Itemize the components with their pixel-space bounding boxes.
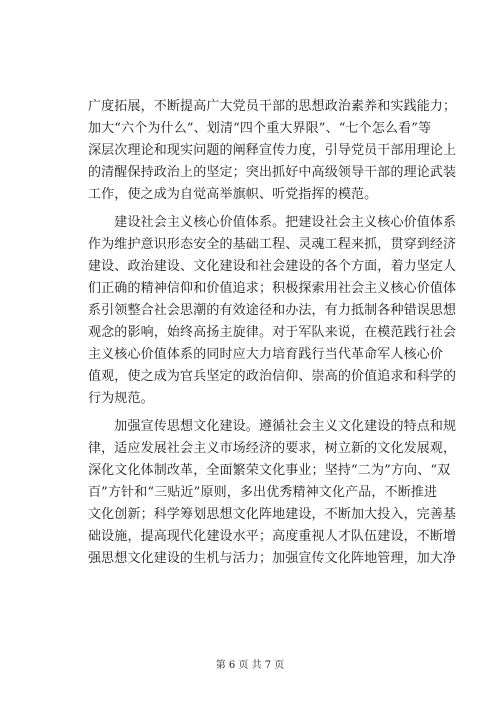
- text-line: 作为维护意识形态安全的基础工程、灵魂工程来抓，贯穿到经济: [88, 237, 457, 252]
- page-number-footer: 第 6 页 共 7 页: [215, 660, 285, 671]
- paragraph-3: [88, 416, 457, 570]
- text-line: 的清醒保持政治上的坚定；突出抓好中高级领导干部的理论武装: [88, 165, 457, 180]
- paragraph-1: [88, 96, 457, 206]
- text-line: 加大“六个为什么”、划清“四个重大界限”、“七个怎么看”等: [88, 121, 432, 136]
- text-line: 观念的影响，始终高扬主旋律。对于军队来说，在模范践行社会: [88, 325, 457, 340]
- text-line: 主义核心价值体系的同时应大力培育践行当代革命军人核心价: [88, 347, 444, 362]
- text-line: 行为规范。: [88, 391, 154, 406]
- text-line: 们正确的精神信仰和价值追求；积极探索用社会主义核心价值体: [88, 281, 457, 296]
- text-line: 广度拓展，不断提高广大党员干部的思想政治素养和实践能力；: [88, 99, 457, 114]
- text-line: 工作，使之成为自觉高举旗帜、听党指挥的模范。: [88, 187, 378, 202]
- text-line: 系引领整合社会思潮的有效途径和办法，有力抵制各种错误思想: [88, 303, 457, 318]
- text-line: 文化创新；科学筹划思想文化阵地建设，不断加大投入，完善基: [88, 507, 457, 522]
- paragraph-2: [88, 212, 457, 410]
- text-line: 建设、政治建设、文化建设和社会建设的各个方面，着力坚定人: [88, 259, 457, 274]
- text-line: 深层次理论和现实问题的阐释宣传力度，引导党员干部用理论上: [88, 143, 457, 158]
- text-line: 建设社会主义核心价值体系。把建设社会主义核心价值体系: [88, 215, 457, 230]
- text-line: 深化文化体制改革，全面繁荣文化事业；坚持“二为”方向、“双: [88, 463, 451, 478]
- text-line: 值观，使之成为官兵坚定的政治信仰、崇高的价值追求和科学的: [88, 369, 457, 384]
- document-body: [88, 96, 457, 570]
- text-line: 础设施，提高现代化建设水平；高度重视人才队伍建设，不断增: [88, 529, 457, 544]
- text-line: 加强宣传思想文化建设。遵循社会主义文化建设的特点和规: [88, 419, 457, 434]
- text-line: 百”方针和“三贴近”原则，多出优秀精神文化产品，不断推进: [88, 485, 438, 500]
- text-line: 强思想文化建设的生机与活力；加强宣传文化阵地管理，加大净: [88, 551, 457, 566]
- text-line: 律，适应发展社会主义市场经济的要求，树立新的文化发展观，: [88, 441, 457, 456]
